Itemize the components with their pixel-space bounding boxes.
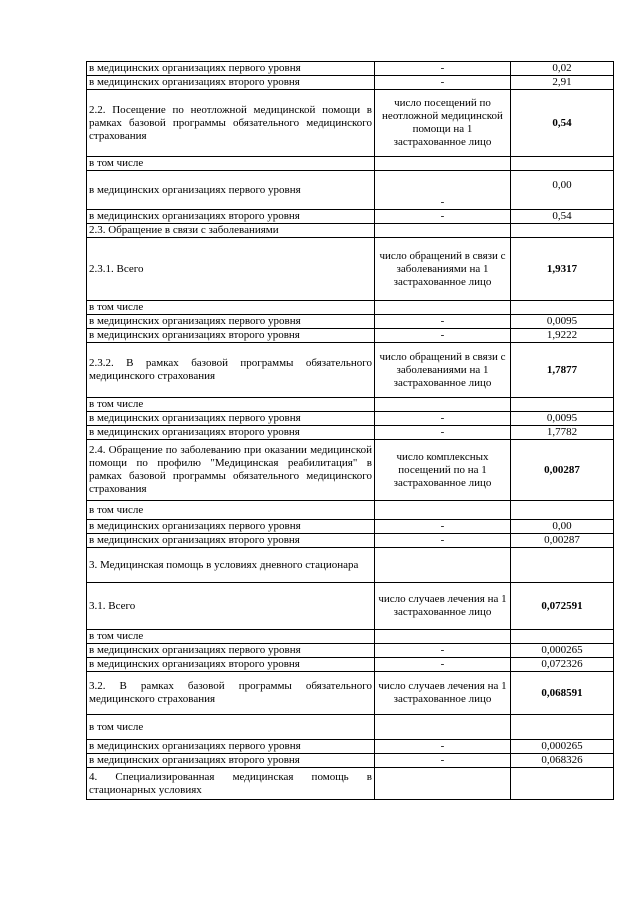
- table-row: [87, 62, 614, 76]
- unit-cell: -: [375, 520, 511, 534]
- indicator-name-cell: 2.4. Обращение по заболеванию при оказании медицинской помощи по профилю "Медицинская реабилитация" в рамках базовой программы обязательного медицинского страхования: [87, 440, 375, 501]
- value-cell: [511, 768, 614, 800]
- indicator-name-cell: в медицинских организациях второго уровня: [87, 754, 375, 768]
- indicator-name-cell: в том числе: [87, 398, 375, 412]
- table-row: [87, 76, 614, 90]
- value-cell: [511, 398, 614, 412]
- value-cell: 0,068591: [511, 672, 614, 715]
- indicator-name-cell: 2.3.1. Всего: [87, 238, 375, 301]
- value-cell: 0,02: [511, 62, 614, 76]
- value-cell: 0,54: [511, 90, 614, 157]
- table-row: [87, 315, 614, 329]
- table-row: [87, 329, 614, 343]
- value-cell: 0,54: [511, 210, 614, 224]
- table-row: [87, 768, 614, 800]
- indicator-name-cell: в медицинских организациях первого уровня: [87, 644, 375, 658]
- indicator-name-cell: в том числе: [87, 157, 375, 171]
- indicator-name-cell: в медицинских организациях второго уровня: [87, 658, 375, 672]
- unit-cell: [375, 548, 511, 583]
- indicator-name-cell: в медицинских организациях первого уровня: [87, 520, 375, 534]
- indicator-name-cell: в том числе: [87, 501, 375, 520]
- unit-cell: [375, 224, 511, 238]
- indicator-name-cell: в медицинских организациях второго уровня: [87, 426, 375, 440]
- unit-cell: число случаев лечения на 1 застрахованное лицо: [375, 583, 511, 630]
- indicator-name-cell: в том числе: [87, 715, 375, 740]
- table-row: [87, 412, 614, 426]
- table-row: [87, 644, 614, 658]
- table-row: [87, 224, 614, 238]
- value-cell: 0,00: [511, 171, 614, 210]
- indicators-table: [86, 61, 614, 800]
- unit-cell: [375, 501, 511, 520]
- indicator-name-cell: 2.3. Обращение в связи с заболеваниями: [87, 224, 375, 238]
- indicator-name-cell: 2.2. Посещение по неотложной медицинской помощи в рамках базовой программы обязательного медицинского страхования: [87, 90, 375, 157]
- indicator-name-cell: 3.1. Всего: [87, 583, 375, 630]
- unit-cell: число обращений в связи с заболеваниями на 1 застрахованное лицо: [375, 343, 511, 398]
- unit-cell: [375, 398, 511, 412]
- indicator-name-cell: в медицинских организациях второго уровня: [87, 76, 375, 90]
- table-row: [87, 426, 614, 440]
- value-cell: 0,072591: [511, 583, 614, 630]
- indicator-name-cell: в медицинских организациях первого уровня: [87, 315, 375, 329]
- value-cell: [511, 224, 614, 238]
- unit-cell: -: [375, 76, 511, 90]
- table-row: [87, 740, 614, 754]
- table-row: [87, 343, 614, 398]
- unit-cell: [375, 768, 511, 800]
- indicator-name-cell: 3.2. В рамках базовой программы обязательного медицинского страхования: [87, 672, 375, 715]
- indicator-name-cell: 3. Медицинская помощь в условиях дневного стационара: [87, 548, 375, 583]
- value-cell: 1,9317: [511, 238, 614, 301]
- value-cell: 0,0095: [511, 315, 614, 329]
- indicator-name-cell: в том числе: [87, 301, 375, 315]
- value-cell: 0,000265: [511, 740, 614, 754]
- value-cell: 0,00287: [511, 440, 614, 501]
- value-cell: [511, 501, 614, 520]
- value-cell: 0,00: [511, 520, 614, 534]
- unit-cell: [375, 630, 511, 644]
- value-cell: [511, 715, 614, 740]
- unit-cell: -: [375, 329, 511, 343]
- unit-cell: -: [375, 658, 511, 672]
- value-cell: 1,7877: [511, 343, 614, 398]
- indicator-name-cell: в медицинских организациях первого уровня: [87, 171, 375, 210]
- table-row: [87, 534, 614, 548]
- unit-cell: [375, 301, 511, 315]
- unit-cell: -: [375, 426, 511, 440]
- value-cell: 0,000265: [511, 644, 614, 658]
- value-cell: 1,9222: [511, 329, 614, 343]
- table-row: [87, 548, 614, 583]
- unit-cell: -: [375, 62, 511, 76]
- indicator-name-cell: 4. Специализированная медицинская помощь в стационарных условиях: [87, 768, 375, 800]
- unit-cell: -: [375, 412, 511, 426]
- table-row: [87, 658, 614, 672]
- table-row: [87, 398, 614, 412]
- table-row: [87, 440, 614, 501]
- value-cell: 0,0095: [511, 412, 614, 426]
- unit-cell: -: [375, 210, 511, 224]
- unit-cell: число обращений в связи с заболеваниями на 1 застрахованное лицо: [375, 238, 511, 301]
- unit-cell: число случаев лечения на 1 застрахованное лицо: [375, 672, 511, 715]
- table-row: [87, 715, 614, 740]
- unit-cell: число комплексных посещений по на 1 застрахованное лицо: [375, 440, 511, 501]
- value-cell: [511, 157, 614, 171]
- indicator-name-cell: в медицинских организациях второго уровня: [87, 210, 375, 224]
- unit-cell: -: [375, 315, 511, 329]
- table-row: [87, 238, 614, 301]
- value-cell: 1,7782: [511, 426, 614, 440]
- table-row: [87, 90, 614, 157]
- table-row: [87, 630, 614, 644]
- indicator-name-cell: в том числе: [87, 630, 375, 644]
- indicator-name-cell: в медицинских организациях первого уровня: [87, 62, 375, 76]
- unit-cell: -: [375, 534, 511, 548]
- indicator-name-cell: в медицинских организациях первого уровня: [87, 412, 375, 426]
- value-cell: 0,00287: [511, 534, 614, 548]
- indicators-table-body: [87, 62, 614, 800]
- unit-cell: [375, 157, 511, 171]
- table-row: [87, 501, 614, 520]
- value-cell: 0,068326: [511, 754, 614, 768]
- unit-cell: -: [375, 644, 511, 658]
- indicator-name-cell: в медицинских организациях второго уровня: [87, 329, 375, 343]
- table-row: [87, 754, 614, 768]
- table-row: [87, 301, 614, 315]
- unit-cell: число посещений по неотложной медицинской помощи на 1 застрахованное лицо: [375, 90, 511, 157]
- table-row: [87, 171, 614, 210]
- indicator-name-cell: в медицинских организациях первого уровня: [87, 740, 375, 754]
- value-cell: [511, 630, 614, 644]
- table-row: [87, 672, 614, 715]
- table-row: [87, 157, 614, 171]
- unit-cell: -: [375, 171, 511, 210]
- table-row: [87, 583, 614, 630]
- value-cell: [511, 548, 614, 583]
- value-cell: [511, 301, 614, 315]
- unit-cell: [375, 715, 511, 740]
- value-cell: 2,91: [511, 76, 614, 90]
- unit-cell: -: [375, 740, 511, 754]
- table-row: [87, 520, 614, 534]
- indicator-name-cell: в медицинских организациях второго уровня: [87, 534, 375, 548]
- indicator-name-cell: 2.3.2. В рамках базовой программы обязательного медицинского страхования: [87, 343, 375, 398]
- value-cell: 0,072326: [511, 658, 614, 672]
- unit-cell: -: [375, 754, 511, 768]
- table-row: [87, 210, 614, 224]
